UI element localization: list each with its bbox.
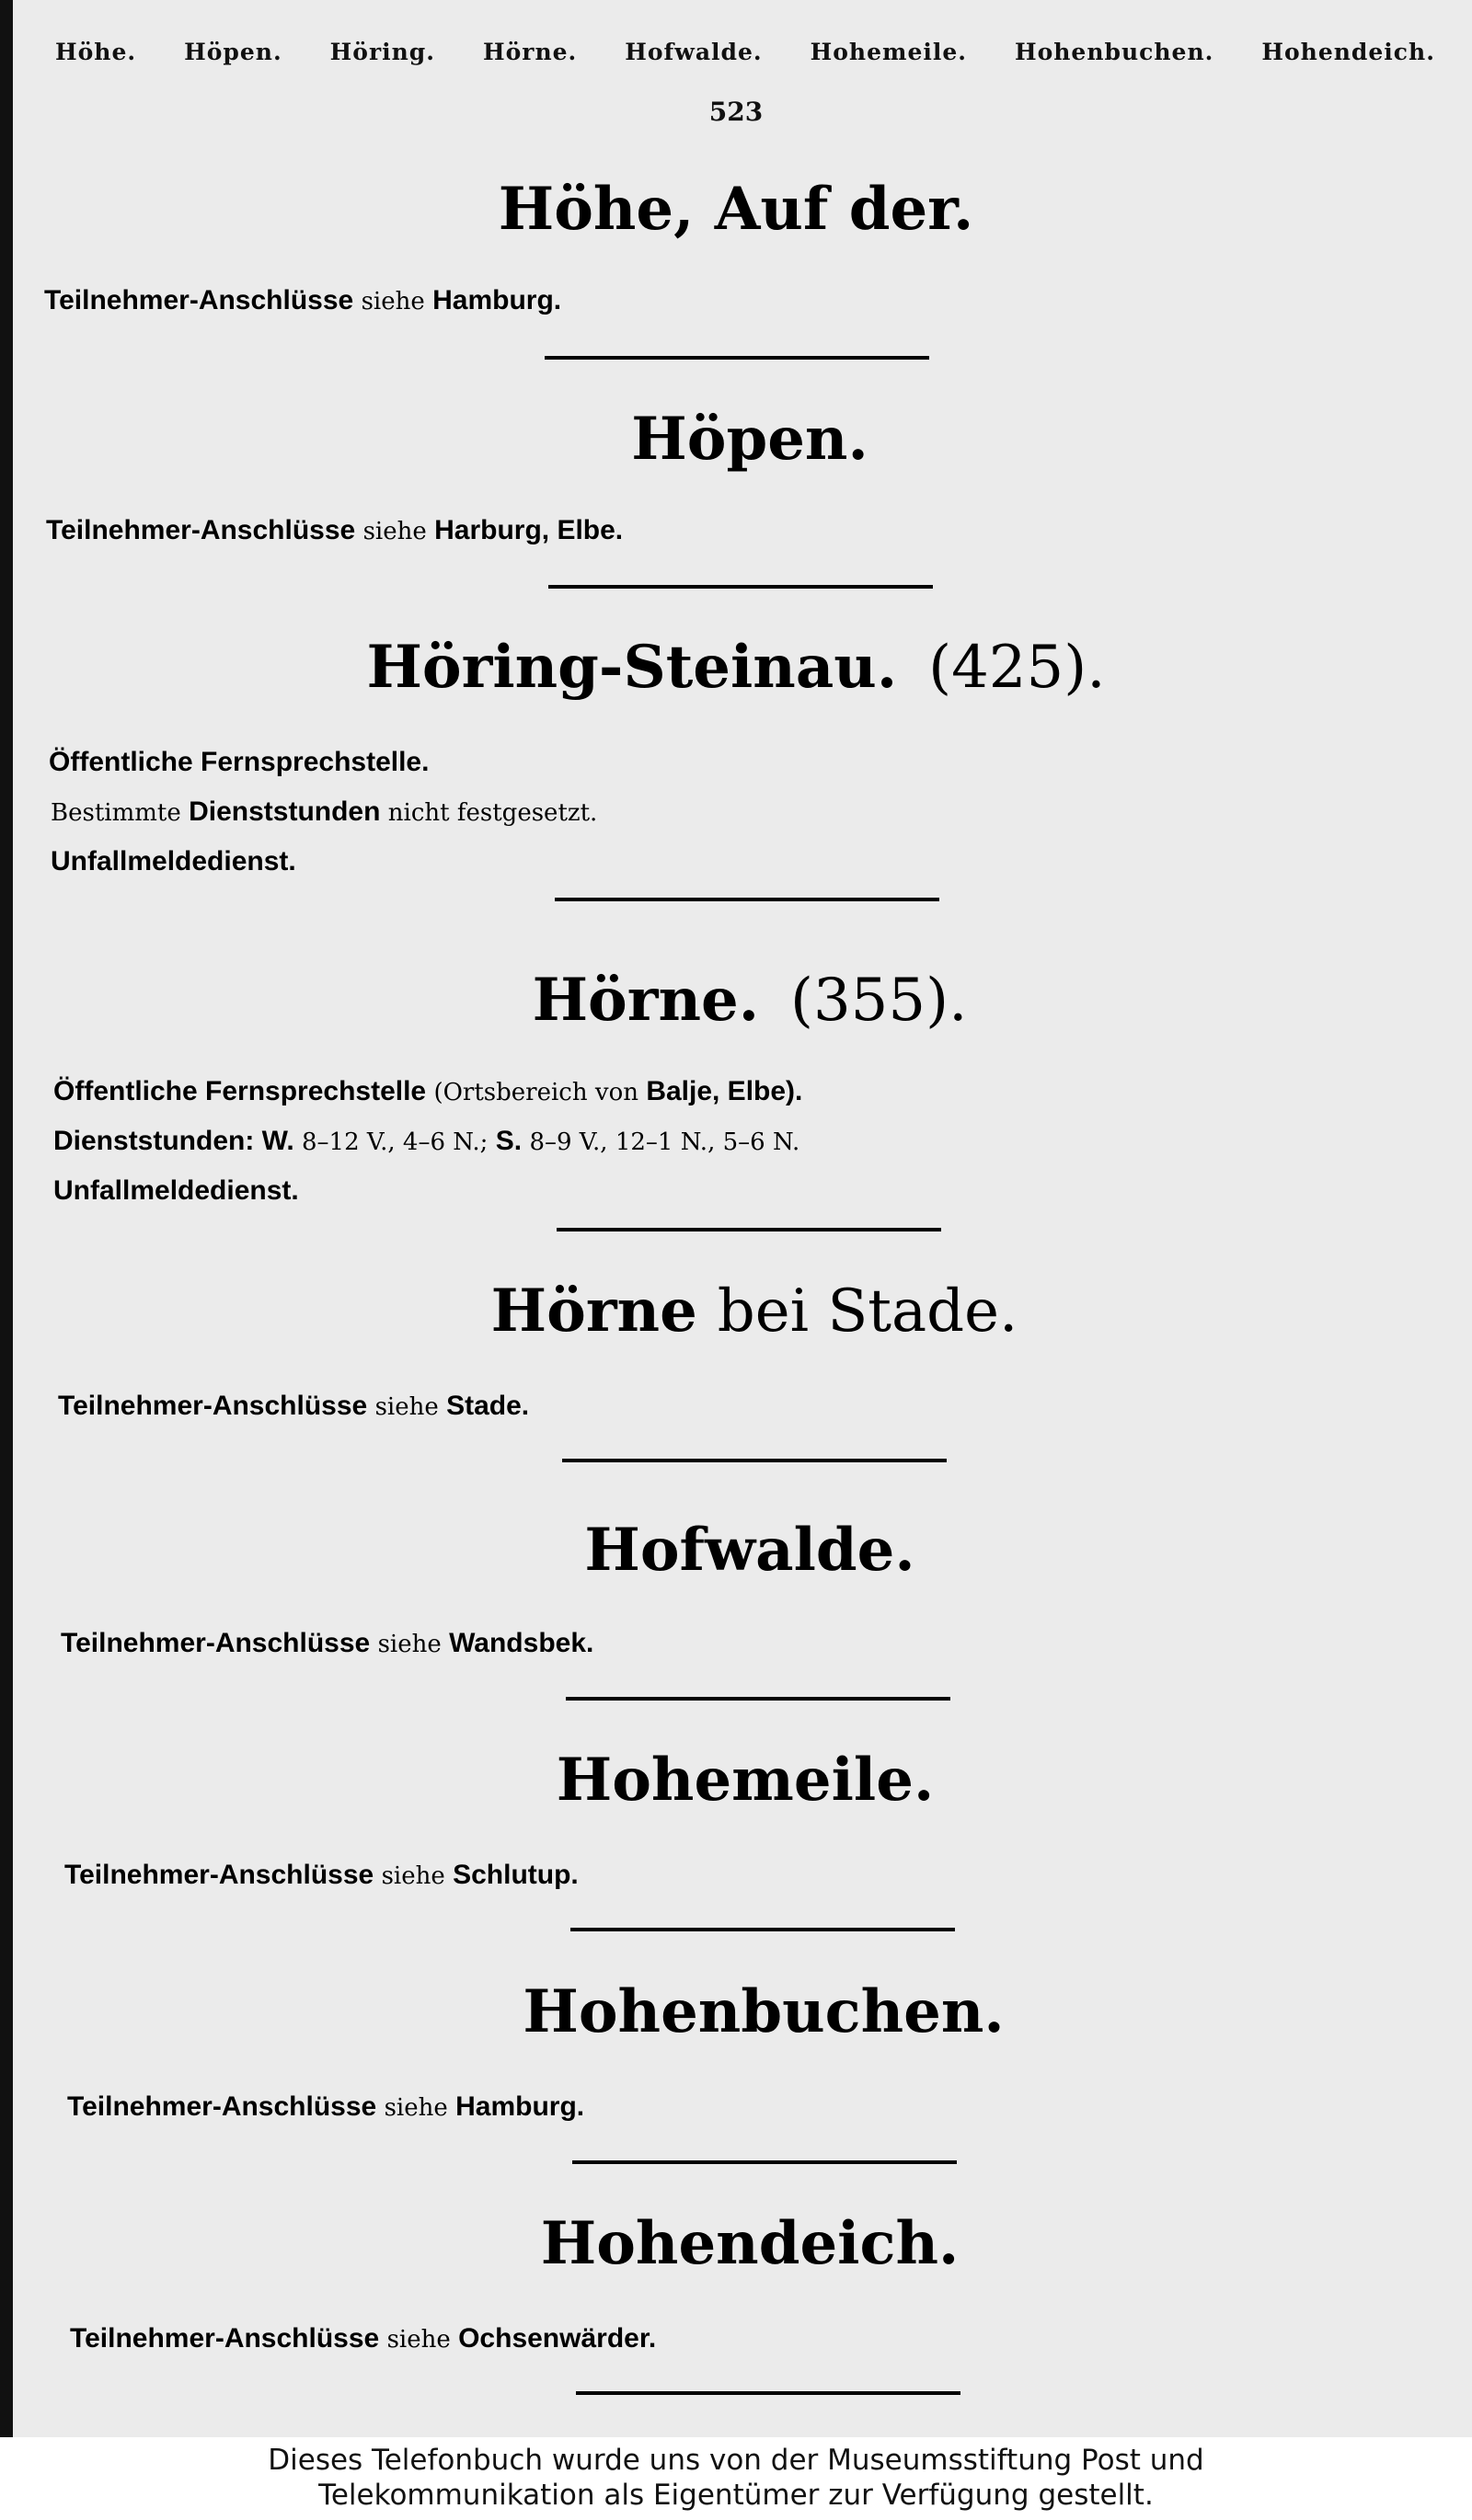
entry-hohendeich	[0, 2209, 1472, 2278]
line-reference: Hamburg.	[455, 2091, 585, 2122]
separator-rule	[555, 898, 939, 901]
line-see: siehe	[377, 1631, 442, 1658]
entry-line	[53, 1175, 299, 1207]
separator-rule	[572, 2160, 957, 2164]
entry-title: Hohemeile.	[556, 1746, 935, 1815]
entry-line	[46, 515, 623, 546]
line-text: Bestimmte	[51, 799, 181, 827]
entry-hoerne-bei-stade	[0, 1277, 1472, 1346]
line-reference: Stade.	[446, 1391, 530, 1421]
separator-rule	[562, 1459, 947, 1462]
entry-title: Höpen.	[631, 405, 868, 474]
entry-line	[44, 285, 561, 316]
line-text: 8–12 V., 4–6 N.;	[302, 1128, 489, 1156]
entry-line	[53, 1126, 799, 1157]
line-text: Öffentliche Fernsprechstelle	[53, 1076, 427, 1106]
header-term: Höpen.	[184, 39, 282, 65]
entry-title: Hofwalde.	[584, 1516, 915, 1585]
entry-title	[0, 633, 1472, 702]
line-see: siehe	[384, 2094, 448, 2122]
entry-line	[49, 747, 429, 778]
line-see: siehe	[381, 1862, 445, 1890]
line-reference: Harburg, Elbe.	[434, 515, 624, 545]
entry-line	[58, 1391, 529, 1422]
footer-line: Telekommunikation als Eigentümer zur Verfügung gestellt.	[318, 2479, 1154, 2512]
separator-rule	[545, 356, 929, 360]
line-see: siehe	[386, 2326, 451, 2354]
entry-title: Hohenbuchen.	[523, 1977, 1005, 2046]
separator-rule	[566, 1697, 950, 1701]
line-label: Teilnehmer-Anschlüsse	[61, 1628, 371, 1658]
entry-title-name: Höring-Steinau.	[366, 633, 898, 702]
entry-title: Höhe, Auf der.	[498, 175, 974, 244]
entry-hoering-steinau	[0, 633, 1472, 702]
entry-hoehe-auf-der	[0, 175, 1472, 244]
entry-hohemeile	[0, 1746, 1472, 1815]
entry-line	[53, 1076, 802, 1107]
entry-hoerne	[0, 966, 1472, 1035]
entry-line	[51, 796, 597, 828]
line-see: siehe	[374, 1393, 439, 1421]
line-text: Balje, Elbe).	[646, 1076, 803, 1106]
line-text: Öffentliche Fernsprechstelle.	[49, 747, 430, 777]
running-header	[55, 39, 1435, 65]
entry-line	[70, 2323, 656, 2354]
line-text: S.	[495, 1126, 523, 1156]
header-term: Hohendeich.	[1261, 39, 1435, 65]
line-reference: Ochsenwärder.	[458, 2323, 657, 2354]
line-text: (Ortsbereich von	[433, 1079, 638, 1106]
header-term: Hohenbuchen.	[1014, 39, 1214, 65]
header-term: Hohemeile.	[810, 39, 967, 65]
entry-line	[61, 1628, 593, 1659]
separator-rule	[557, 1228, 941, 1231]
entry-line	[51, 846, 296, 877]
line-reference: Hamburg.	[432, 285, 562, 315]
entry-title	[0, 966, 1472, 1035]
footer-line: Dieses Telefonbuch wurde uns von der Museumsstiftung Post und	[268, 2444, 1204, 2477]
header-term: Hofwalde.	[625, 39, 763, 65]
line-label: Teilnehmer-Anschlüsse	[44, 285, 354, 315]
line-text: nicht festgesetzt.	[387, 799, 598, 827]
entry-title-name: Hörne.	[532, 966, 759, 1035]
header-term: Höhe.	[55, 39, 137, 65]
entry-hoepen	[0, 405, 1472, 474]
entry-number: (355).	[789, 967, 968, 1035]
line-see: siehe	[361, 288, 425, 315]
entry-title	[0, 1277, 1472, 1346]
separator-rule	[548, 585, 933, 589]
entry-line	[64, 1860, 579, 1891]
header-term: Höring.	[329, 39, 435, 65]
line-reference: Schlutup.	[453, 1860, 579, 1890]
line-label: Teilnehmer-Anschlüsse	[46, 515, 356, 545]
entry-hofwalde	[0, 1516, 1472, 1585]
archive-footer	[0, 2437, 1472, 2520]
entry-title-name: Hörne	[490, 1277, 697, 1346]
entry-title-suffix: bei Stade.	[717, 1277, 1018, 1346]
header-term: Hörne.	[482, 39, 578, 65]
separator-rule	[570, 1928, 955, 1931]
entry-hohenbuchen	[0, 1977, 1472, 2046]
line-text: Unfallmeldedienst.	[51, 846, 296, 876]
line-text: Dienststunden	[189, 796, 381, 827]
entry-line	[67, 2091, 584, 2123]
line-label: Teilnehmer-Anschlüsse	[58, 1391, 368, 1421]
separator-rule	[576, 2391, 960, 2395]
entry-number: (425).	[928, 634, 1106, 702]
page-edge	[0, 0, 13, 2437]
line-label: Teilnehmer-Anschlüsse	[70, 2323, 380, 2354]
entry-title: Hohendeich.	[540, 2209, 960, 2278]
line-text: Dienststunden: W.	[53, 1126, 294, 1156]
line-text: 8–9 V., 12–1 N., 5–6 N.	[529, 1128, 800, 1156]
line-label: Teilnehmer-Anschlüsse	[67, 2091, 377, 2122]
page-number: 523	[708, 97, 764, 127]
line-see: siehe	[362, 518, 427, 545]
line-text: Unfallmeldedienst.	[53, 1175, 299, 1206]
line-label: Teilnehmer-Anschlüsse	[64, 1860, 374, 1890]
line-reference: Wandsbek.	[449, 1628, 594, 1658]
